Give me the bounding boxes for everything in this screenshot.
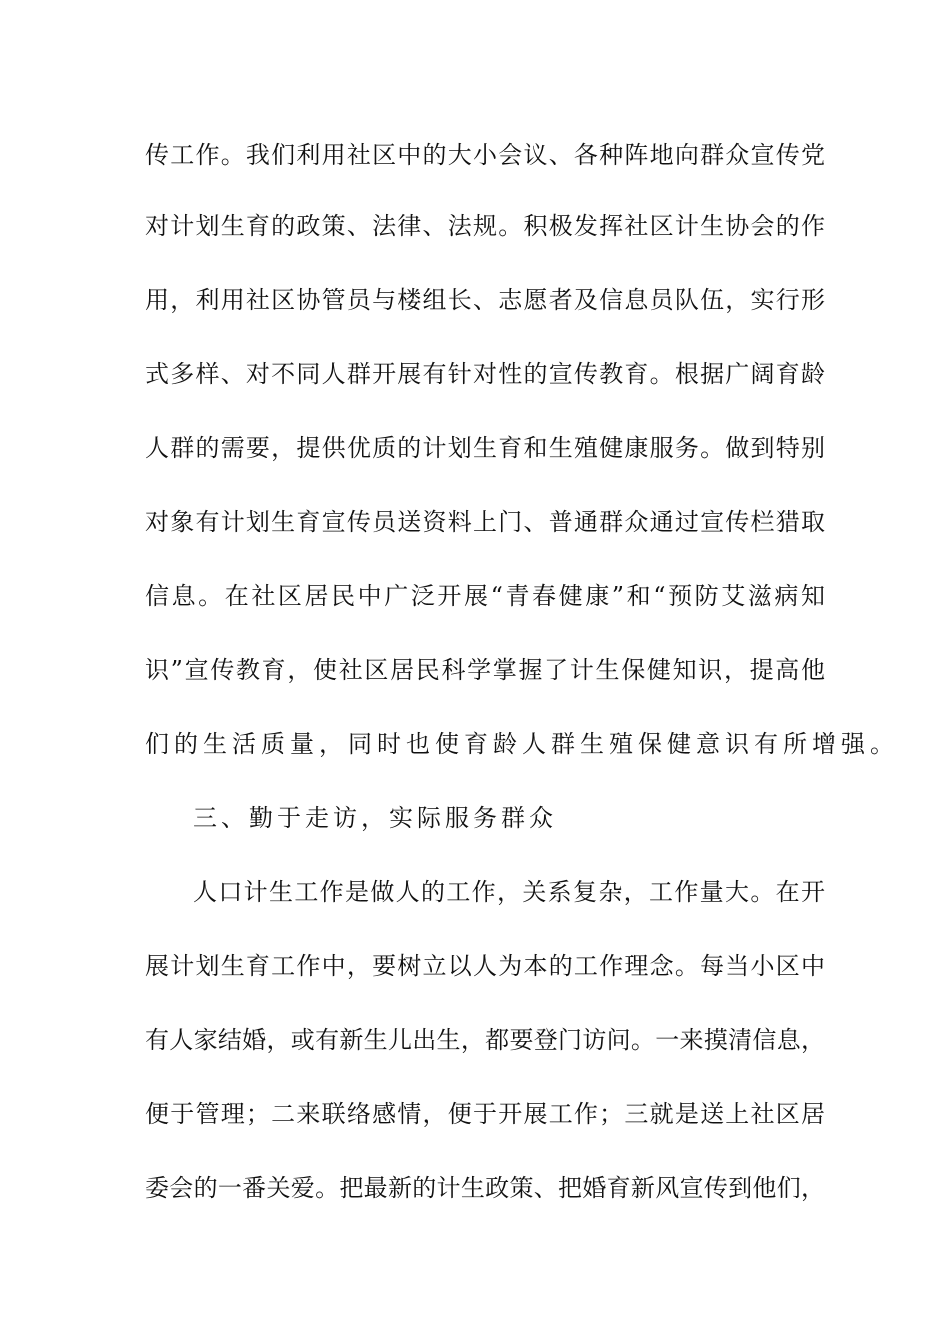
section-heading: 三、勤于走访，实际服务群众 [193,804,557,832]
paragraph-line: 式多样、对不同人群开展有针对性的宣传教育。根据广阔育龄 [145,360,825,388]
paragraph-line: 用，利用社区协管员与楼组长、志愿者及信息员队伍，实行形 [145,286,825,314]
paragraph-line: 传工作。我们利用社区中的大小会议、各种阵地向群众宣传党 [145,141,825,169]
paragraph-line-last: 们的生活质量，同时也使育龄人群生殖保健意识有所增强。 [145,730,899,758]
paragraph-line: 有人家结婚，或有新生儿出生，都要登门访问。一来摸清信息， [145,1026,825,1054]
paragraph-line: 对象有计划生育宣传员送资料上门、普通群众通过宣传栏猎取 [145,508,825,536]
paragraph-line: 人群的需要，提供优质的计划生育和生殖健康服务。做到特别 [145,434,825,462]
paragraph-line: 识”宣传教育，使社区居民科学掌握了计生保健知识，提高他 [145,656,825,684]
paragraph-line: 人口计生工作是做人的工作，关系复杂，工作量大。在开 [193,878,825,906]
paragraph-line: 对计划生育的政策、法律、法规。积极发挥社区计生协会的作 [145,212,825,240]
paragraph-line: 展计划生育工作中，要树立以人为本的工作理念。每当小区中 [145,952,825,980]
paragraph-line: 委会的一番关爱。把最新的计生政策、把婚育新风宣传到他们， [145,1174,825,1202]
paragraph-line: 信息。在社区居民中广泛开展“青春健康”和“预防艾滋病知 [145,582,825,610]
paragraph-line: 便于管理；二来联络感情，便于开展工作；三就是送上社区居 [145,1100,825,1128]
